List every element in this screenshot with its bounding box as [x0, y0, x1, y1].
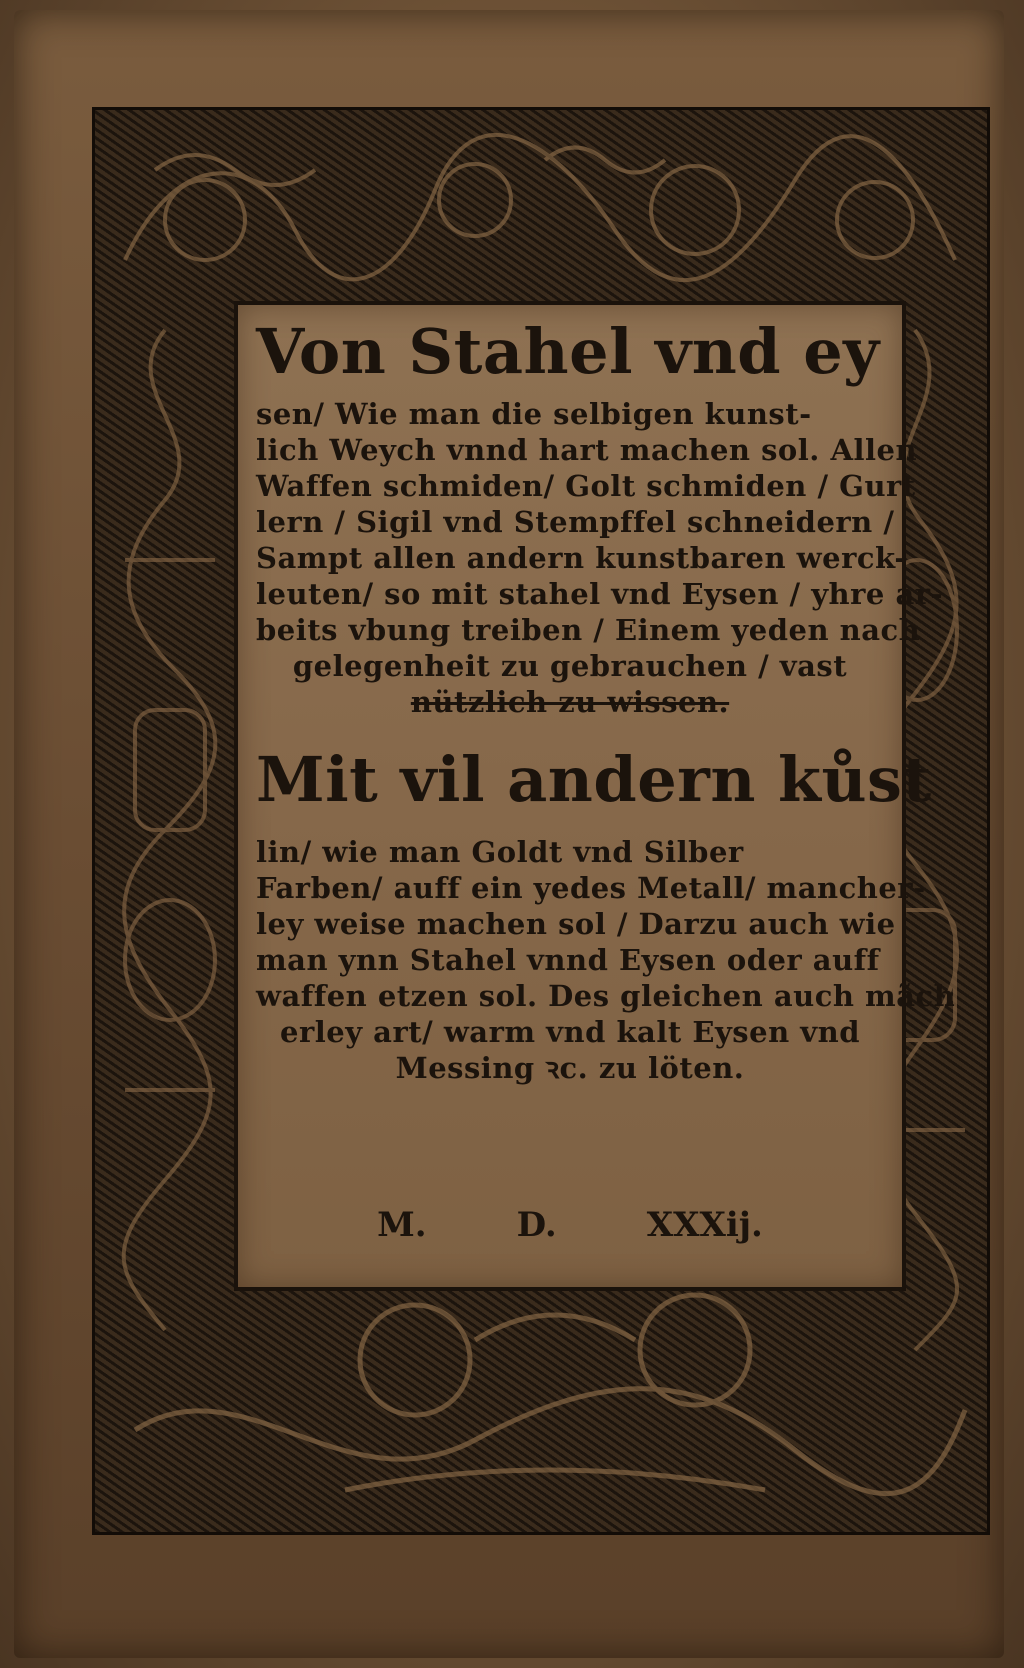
title-line-10: nützlich zu wissen. — [410, 685, 730, 719]
title-line-2: sen/ Wie man die selbigen kunst- — [256, 397, 812, 431]
title-line-8: beits vbung treiben / Einem yeden nach — [256, 613, 921, 647]
colophon-d: D. — [516, 1205, 557, 1245]
title-line-9: gelegenheit zu gebrauchen / vast — [292, 649, 848, 683]
title-line-7: leuten/ so mit stahel vnd Eysen / yhre ar- — [256, 577, 944, 611]
second-block-line-2: lin/ wie man Goldt vnd Silber — [256, 835, 744, 869]
colophon-m: M. — [377, 1205, 427, 1245]
second-block-line-4: ley weise machen sol / Darzu auch wie — [256, 907, 896, 941]
colophon-xxxij: XXXij. — [646, 1205, 763, 1245]
second-block-line-1: Mit vil andern kůst — [256, 743, 932, 816]
second-block-line-3: Farben/ auff ein yedes Metall/ mancher- — [256, 871, 926, 905]
second-block-line-8: Messing ꝛc. zu löten. — [395, 1051, 745, 1085]
second-block-line-6: waffen etzen sol. Des gleichen auch mãch — [256, 979, 956, 1013]
second-block-line-7: erley art/ warm vnd kalt Eysen vnd — [280, 1015, 860, 1049]
title-line-1: Von Stahel vnd ey — [256, 315, 880, 388]
title-line-6: Sampt allen andern kunstbaren werck- — [256, 541, 907, 575]
colophon-date — [238, 1205, 902, 1255]
title-line-5: lern / Sigil vnd Stempffel schneidern / — [256, 505, 895, 539]
title-line-4: Waffen schmiden/ Golt schmiden / Gurt — [256, 469, 916, 503]
title-line-3: lich Weych vnnd hart machen sol. Allen — [256, 433, 918, 467]
second-block-line-5: man ynn Stahel vnnd Eysen oder auff — [256, 943, 880, 977]
title-text-panel — [238, 305, 956, 1287]
